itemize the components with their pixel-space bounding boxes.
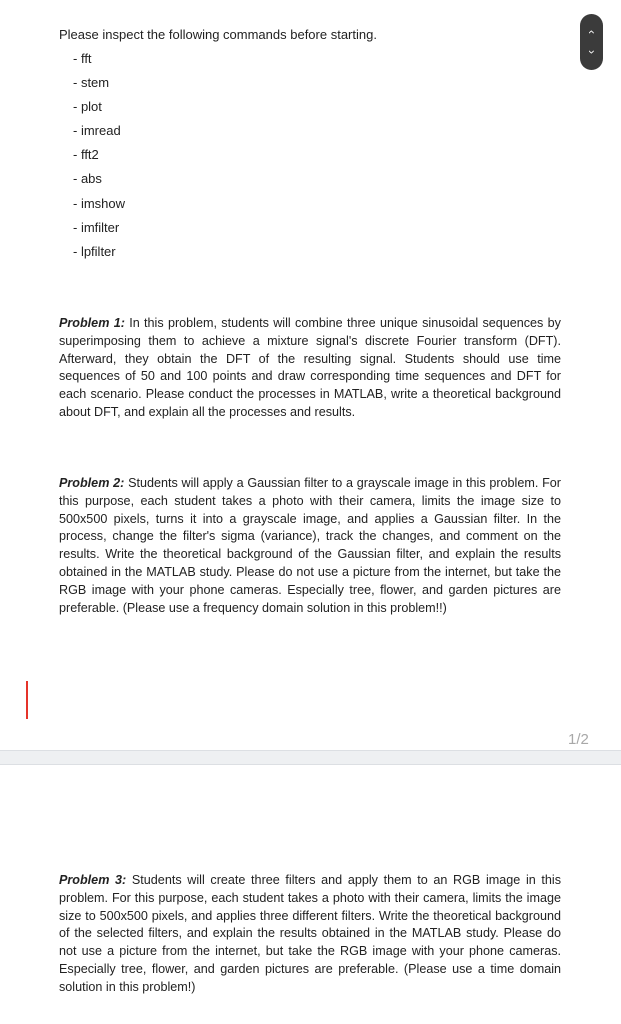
chevron-down-icon[interactable]: › <box>584 50 599 54</box>
problem-3-text: Students will create three filters and apply them to an RGB image in this problem. For this purpose, each student takes a photo with their camera, limits the image size to 500x500 pixels, and applies three different filters. Write the theoretical background of the selected filters, and explain the results obtained in the MATLAB study. Please do not use a picture from the internet, but take the RGB image with your phone cameras. Especially tree, flower, and garden pictures are preferable. (Please use a time domain solution in this problem!) <box>59 873 561 994</box>
command-item: - fft2 <box>73 147 99 163</box>
problem-1 <box>59 315 561 422</box>
command-list <box>73 50 125 267</box>
page-navigation <box>580 14 603 70</box>
command-item: - lpfilter <box>73 243 116 259</box>
problem-1-label: Problem 1: <box>59 316 125 330</box>
intro-text: Please inspect the following commands before starting. <box>59 27 377 42</box>
problem-2-text: Students will apply a Gaussian filter to a grayscale image in this problem. For this purpose, each student takes a photo with their camera, limits the image size to 500x500 pixels, turns it into a grayscale image, and applies a Gaussian filter. In the process, change the filter's sigma (variance), track the changes, and comment on the results. Write the theoretical background of the Gaussian filter, and explain the results obtained in the MATLAB study. Please do not use a picture from the internet, but take the RGB image with your phone cameras. Especially tree, flower, and garden pictures are preferable. (Please use a frequency domain solution in this problem!!) <box>59 476 561 615</box>
command-item: - stem <box>73 75 110 91</box>
problem-1-text: In this problem, students will combine three unique sinusoidal sequences by superimposing them to achieve a mixture signal's discrete Fourier transform (DFT). Afterward, they obtain the DFT of the resulting signal. Students should use time sequences of 50 and 100 points and draw corresponding time sequences and DFT for each scenario. Please conduct the processes in MATLAB, write a theoretical background about DFT, and explain all the processes and results. <box>59 316 561 419</box>
chevron-up-icon[interactable]: ‹ <box>584 30 599 34</box>
problem-2-label: Problem 2: <box>59 476 125 490</box>
text-cursor <box>26 681 28 719</box>
command-item: - plot <box>73 99 102 115</box>
problem-3-label: Problem 3: <box>59 873 127 887</box>
command-item: - fft <box>73 51 92 66</box>
command-item: - abs <box>73 171 102 187</box>
page-indicator: 1/2 <box>568 731 589 748</box>
command-item: - imread <box>73 123 121 139</box>
page-separator <box>0 750 621 765</box>
problem-2 <box>59 475 561 617</box>
problem-3 <box>59 872 561 997</box>
command-item: - imfilter <box>73 219 120 235</box>
command-item: - imshow <box>73 195 126 211</box>
document-page-2 <box>0 765 621 1024</box>
